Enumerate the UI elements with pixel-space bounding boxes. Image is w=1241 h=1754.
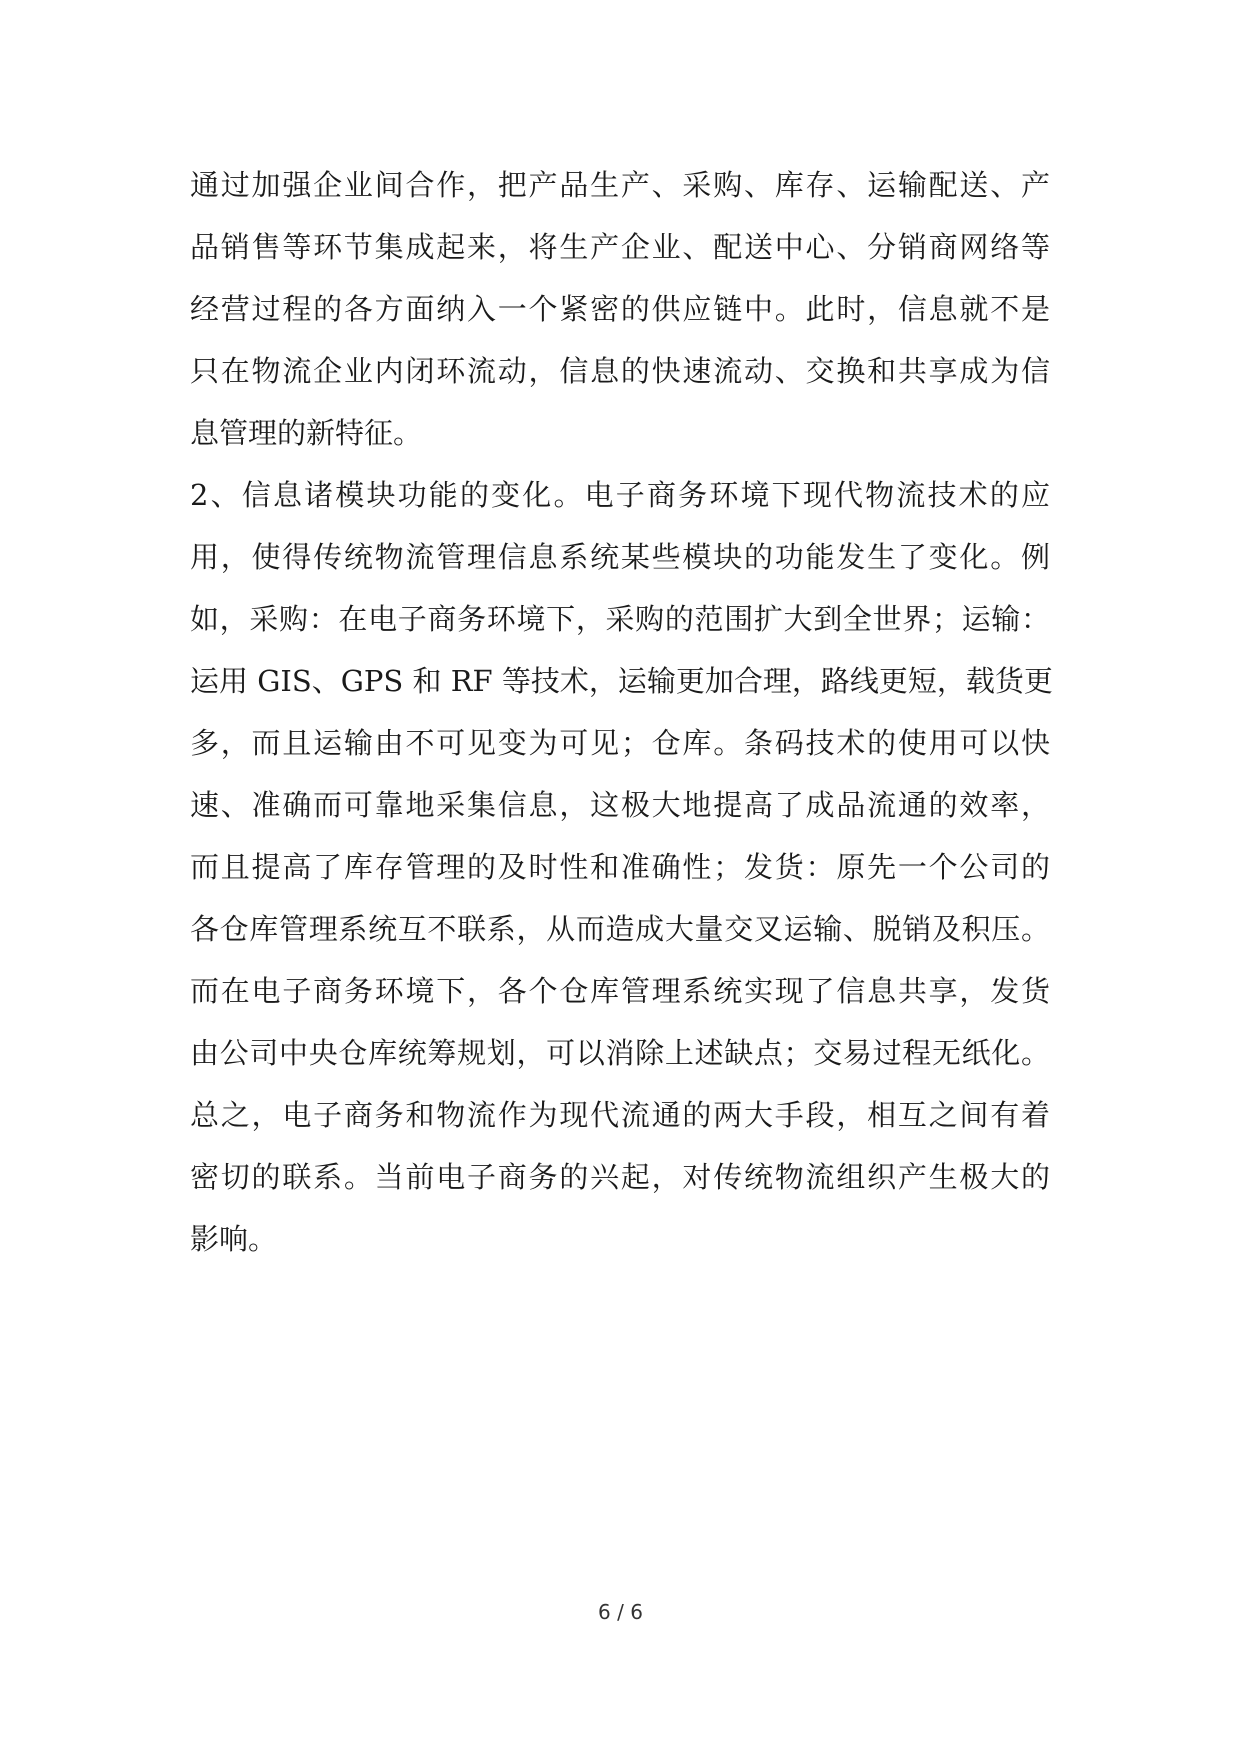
text-line: 息管理的新特征。 [190,416,423,450]
text-line: 运用 GIS、GPS 和 RF 等技术，运输更加合理，路线更短，载货更 [190,664,1053,698]
text-line: 用，使得传统物流管理信息系统某些模块的功能发生了变化。例 [190,540,1050,574]
text-line: 速、准确而可靠地采集信息，这极大地提高了成品流通的效率， [190,788,1050,822]
text-line: 经营过程的各方面纳入一个紧密的供应链中。此时，信息就不是 [190,292,1050,326]
page-number: 6 / 6 [598,1600,643,1624]
text-line: 而且提高了库存管理的及时性和准确性；发货：原先一个公司的 [190,850,1050,884]
text-line: 多，而且运输由不可见变为可见；仓库。条码技术的使用可以快 [190,726,1050,760]
text-line: 如，采购：在电子商务环境下，采购的范围扩大到全世界；运输： [190,602,1050,636]
text-line: 密切的联系。当前电子商务的兴起，对传统物流组织产生极大的 [190,1160,1050,1194]
paragraph-2 [190,464,1053,1270]
text-line: 2、信息诸模块功能的变化。电子商务环境下现代物流技术的应 [190,478,1050,512]
text-line: 而在电子商务环境下，各个仓库管理系统实现了信息共享，发货 [190,974,1050,1008]
text-line: 影响。 [190,1222,278,1256]
document-body [190,154,1053,1270]
paragraph-1 [190,154,1050,464]
text-line: 只在物流企业内闭环流动，信息的快速流动、交换和共享成为信 [190,354,1050,388]
text-line: 通过加强企业间合作，把产品生产、采购、库存、运输配送、产 [190,168,1050,202]
text-line: 总之，电子商务和物流作为现代流通的两大手段，相互之间有着 [190,1098,1050,1132]
text-line: 由公司中央仓库统筹规划，可以消除上述缺点；交易过程无纸化。 [190,1036,1050,1070]
text-line: 各仓库管理系统互不联系，从而造成大量交叉运输、脱销及积压。 [190,912,1050,946]
text-line: 品销售等环节集成起来，将生产企业、配送中心、分销商网络等 [190,230,1050,264]
